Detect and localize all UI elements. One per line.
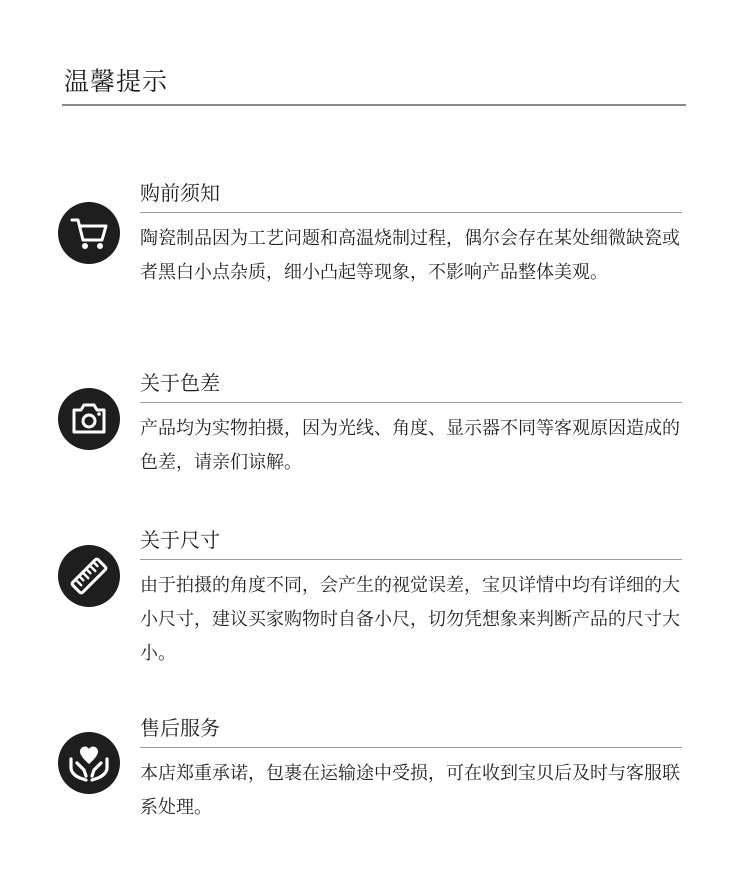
heart-hands-icon [58,732,120,794]
cart-icon [58,202,120,264]
section-divider [140,747,682,748]
section-divider [140,212,682,213]
section-body: 陶瓷制品因为工艺问题和高温烧制过程，偶尔会存在某处细微缺瓷或者黑白小点杂质，细小凸起等现象，不影响产品整体美观。 [140,228,680,283]
section-body: 产品均为实物拍摄，因为光线、角度、显示器不同等客观原因造成的色差，请亲们谅解。 [140,418,680,473]
section-heading: 售后服务 [140,716,220,740]
ruler-icon [58,545,120,607]
section-divider [140,559,682,560]
page-title: 温馨提示 [64,67,169,96]
camera-icon [58,388,120,450]
section-divider [140,402,682,403]
section-body: 本店郑重承诺，包裹在运输途中受损，可在收到宝贝后及时与客服联系处理。 [140,763,680,818]
section-body: 由于拍摄的角度不同，会产生的视觉误差，宝贝详情中均有详细的大小尺寸，建议买家购物时自备小尺，切勿凭想象来判断产品的尺寸大小。 [140,575,680,664]
title-divider [62,104,686,106]
section-heading: 关于色差 [140,371,220,395]
section-heading: 关于尺寸 [140,528,220,552]
section-heading: 购前须知 [140,181,220,205]
